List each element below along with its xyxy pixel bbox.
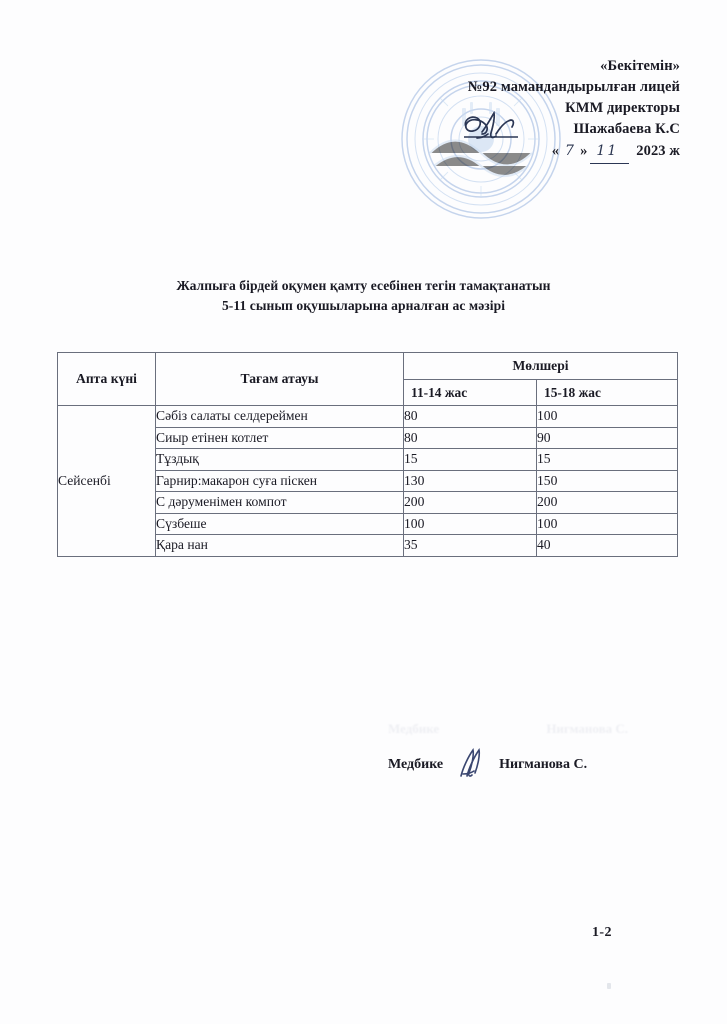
document-title [0,276,727,316]
dish-name: С дәруменімен компот [156,492,404,514]
amount-15-18: 90 [537,427,678,449]
approval-line-approved: «Бекітемін» [600,58,680,74]
amount-11-14: 35 [404,535,537,557]
dish-name: Сиыр етінен котлет [156,427,404,449]
table-row [58,406,678,428]
dish-name: Сәбіз салаты селдереймен [156,406,404,428]
menu-table [57,352,678,557]
dish-name: Сүзбеше [156,513,404,535]
amount-11-14: 80 [404,406,537,428]
approval-line-director-name: Шажабаева К.С [573,121,680,137]
amount-15-18: 100 [537,513,678,535]
nurse-name-label: Нигманова С. [499,757,588,772]
table-body [58,406,678,557]
page-number: 1-2 [592,925,612,940]
amount-11-14: 130 [404,470,537,492]
approval-line-director-title: КММ директоры [565,100,680,116]
amount-15-18: 100 [537,406,678,428]
date-month-handwritten: 11 [590,141,629,164]
header-day: Апта күні [58,353,156,406]
approval-block [330,56,680,164]
title-line-2: 5-11 сынып оқушыларына арналған ас мәзірі [221,298,506,313]
amount-11-14: 100 [404,513,537,535]
approval-line-institution: №92 мамандандырылған лицей [467,79,680,95]
nurse-role-label: Медбике [388,757,444,772]
amount-11-14: 200 [404,492,537,514]
header-dish: Тағам атауы [156,353,404,406]
nurse-signature-block [388,748,587,782]
amount-15-18: 15 [537,449,678,471]
nurse-signature [443,746,499,780]
header-age-15-18: 15-18 жас [537,380,678,406]
date-quote-close: » [580,143,588,159]
date-year: 2023 ж [636,143,680,159]
scan-speck-artifact [607,983,611,989]
amount-15-18: 40 [537,535,678,557]
day-of-week-cell: Сейсенбі [58,406,156,557]
scan-ghost-artifact [388,721,628,735]
ghost-role: Медбике [388,721,440,736]
date-day-handwritten: 7 [565,143,575,159]
amount-11-14: 80 [404,427,537,449]
amount-15-18: 200 [537,492,678,514]
header-age-11-14: 11-14 жас [404,380,537,406]
dish-name: Қара нан [156,535,404,557]
ghost-name: Нигманова С. [546,721,628,736]
title-line-1: Жалпыға бірдей оқумен қамту есебінен тегін тамақтанатын [176,278,551,293]
dish-name: Тұздық [156,449,404,471]
amount-11-14: 15 [404,449,537,471]
date-quote-open: « [551,143,560,159]
dish-name: Гарнир:макарон суға піскен [156,470,404,492]
amount-15-18: 150 [537,470,678,492]
table-header-row-top [58,353,678,380]
header-amount: Мөлшері [404,353,678,380]
approval-date-line [330,141,680,164]
